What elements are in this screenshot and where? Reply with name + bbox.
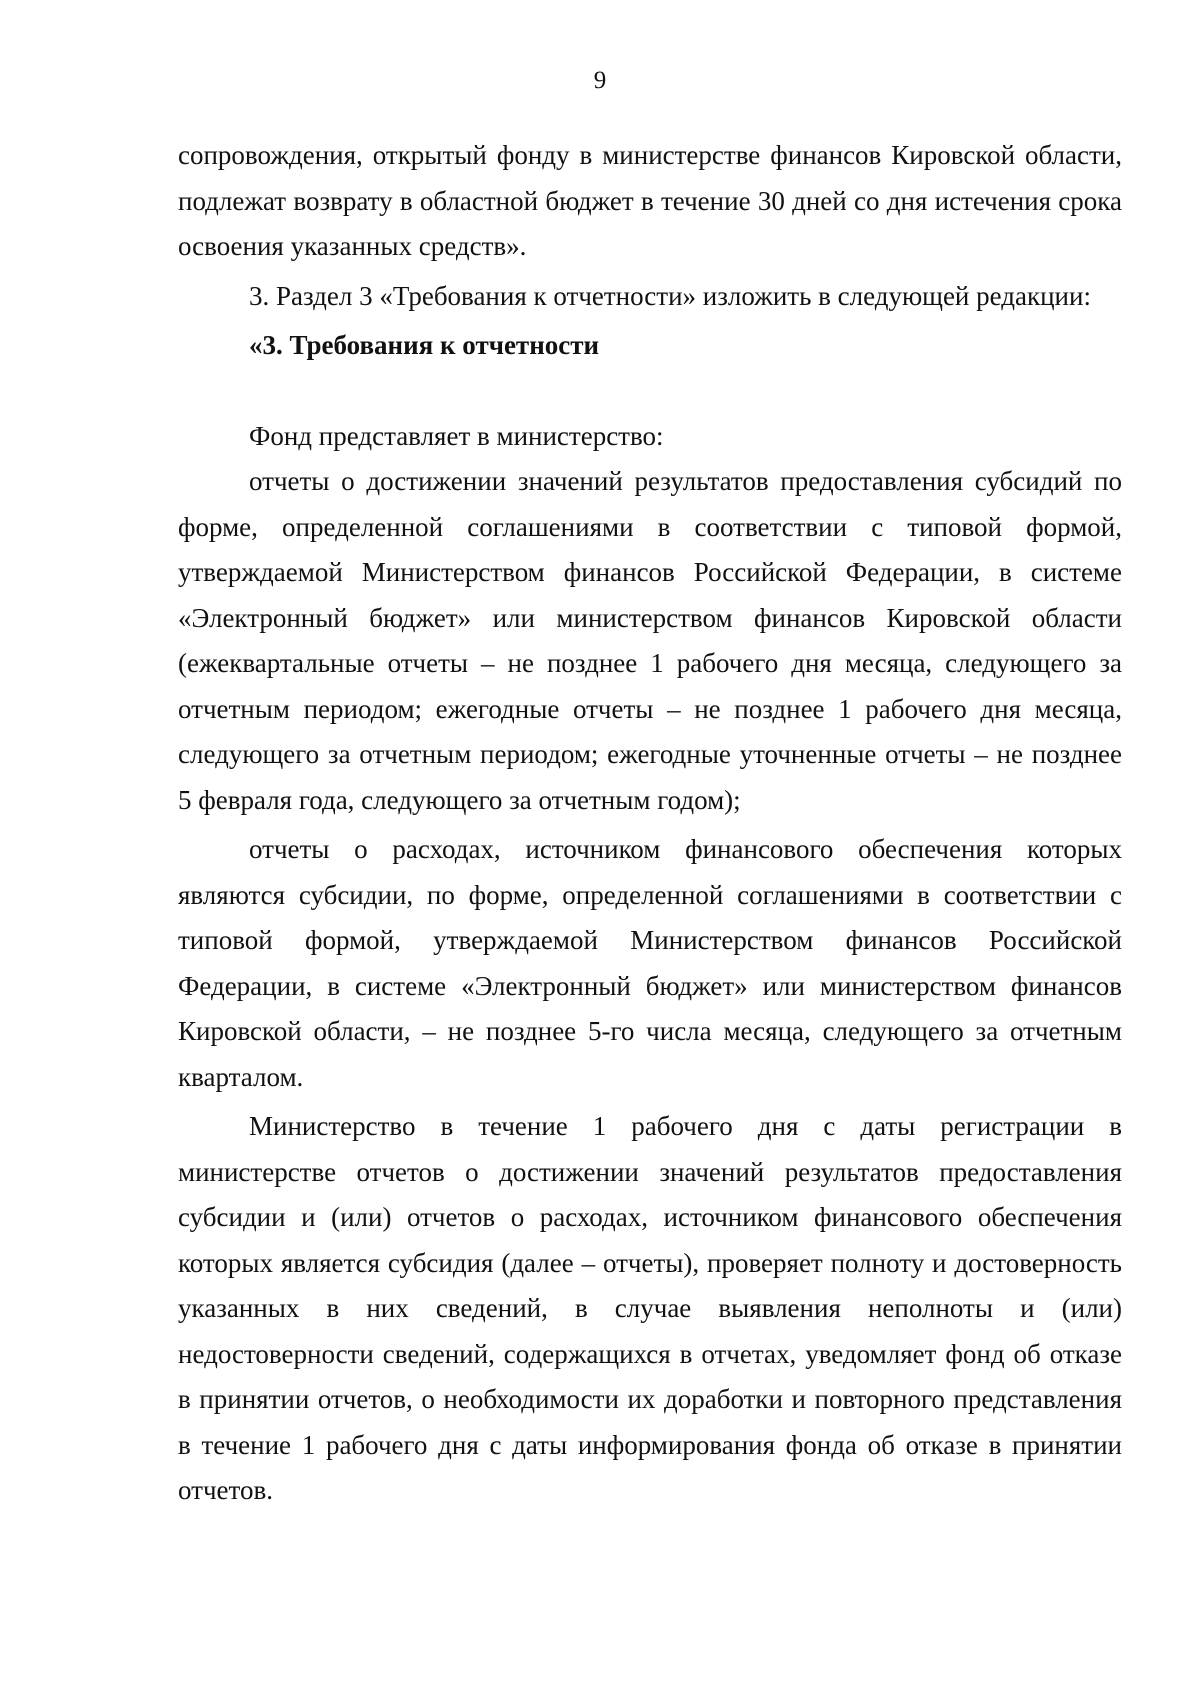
- paragraph-results-reports: отчеты о достижении значений результатов предоставления субсидий по форме, определенной соглашениями в соответствии с типовой формой, утверждаемой Министерством финансов Российской Федерации, в системе «Электронный бюджет» или министерством финансов Кировской области (ежеквартальные отчеты – не позднее 1 рабочего дня месяца, следующего за отчетным периодом; ежегодные отчеты – не позднее 1 рабочего дня месяца, следующего за отчетным периодом; ежегодные уточненные отчеты – не позднее 5 февраля года, следующего за отчетным годом);: [178, 466, 1122, 815]
- document-body: [178, 133, 1122, 1514]
- paragraph-fund-submits: Фонд представляет в министерство:: [249, 420, 664, 451]
- section-heading: «3. Требования к отчетности: [249, 330, 600, 360]
- page-number: 9: [593, 67, 607, 94]
- paragraph-expense-reports: отчеты о расходах, источником финансового обеспечения которых являются субсидии, по форме, определенной соглашениями в соответствии с типовой формой, утверждаемой Министерством финансов Российской Федерации, в системе «Электронный бюджет» или министерством финансов Кировской области, – не позднее 5-го числа месяца, следующего за отчетным кварталом.: [178, 834, 1122, 1092]
- paragraph-ministry-review: Министерство в течение 1 рабочего дня с даты регистрации в министерстве отчетов о достижении значений результатов предоставления субсидии и (или) отчетов о расходах, источником финансового обеспечения которых является субсидия (далее – отчеты), проверяет полноту и достоверность указанных в них сведений, в случае выявления неполноты и (или) недостоверности сведений, содержащихся в отчетах, уведомляет фонд об отказе в принятии отчетов, о необходимости их доработки и повторного представления в течение 1 рабочего дня с даты информирования фонда об отказе в принятии отчетов.: [178, 1111, 1122, 1505]
- paragraph-section-3-amendment: 3. Раздел 3 «Требования к отчетности» изложить в следующей редакции:: [249, 280, 1091, 311]
- paragraph-continuation: сопровождения, открытый фонду в министерстве финансов Кировской области, подлежат возврату в областной бюджет в течение 30 дней со дня истечения срока освоения указанных средств».: [178, 140, 1122, 261]
